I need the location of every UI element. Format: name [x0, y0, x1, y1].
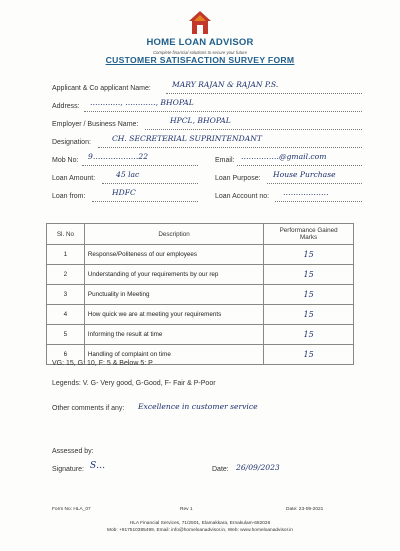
row-marks: 15 [264, 265, 354, 285]
loan-account-line [275, 201, 362, 202]
brand-tagline: Complete financial solutions to secure your future [152, 50, 248, 55]
loan-purpose-field [215, 170, 362, 186]
loan-purpose-value: House Purchase [273, 170, 336, 179]
email-label: Email: [215, 157, 235, 164]
row-no: 1 [47, 245, 85, 265]
row-no: 2 [47, 265, 85, 285]
grading-scale: VG: 15, G: 10, F: 5 & Below 5: P [52, 360, 153, 367]
comments-value: Excellence in customer service [138, 402, 258, 411]
brand-name: HOME LOAN ADVISOR [146, 37, 254, 48]
loan-from-field [52, 188, 202, 204]
loan-amount-label: Loan Amount: [52, 175, 96, 182]
row-marks: 15 [264, 245, 354, 265]
employer-field [52, 116, 362, 132]
header-performance-gained: Performance Gained [279, 226, 338, 234]
address-label: Address: [52, 103, 80, 110]
row-no: 3 [47, 285, 85, 305]
form-number: Form No: HLA_07 [52, 507, 91, 512]
email-value: ……………@gmail.com [241, 152, 327, 161]
company-logo [140, 10, 260, 60]
row-description: Handling of complaint on time [84, 345, 263, 365]
loan-from-label: Loan from: [52, 193, 86, 200]
row-marks: 15 [264, 345, 354, 365]
signature-value: S… [90, 461, 106, 471]
designation-value: CH. SECRETERIAL SUPRINTENDANT [112, 134, 262, 143]
assessed-by-label: Assessed by: [52, 448, 94, 455]
employer-line [145, 129, 362, 130]
applicant-label: Applicant & Co applicant Name: [52, 85, 151, 92]
legends: Legends: V. G- Very good, G-Good, F- Fair & P-Poor [52, 380, 216, 387]
row-marks: 15 [264, 305, 354, 325]
employer-label: Employer / Business Name: [52, 121, 139, 128]
row-description: Understanding of your requirements by our rep [84, 265, 263, 285]
table-row [47, 265, 354, 285]
table-row [47, 305, 354, 325]
row-no: 6 [47, 345, 85, 365]
email-line [237, 165, 362, 166]
header-sl-no: Sl. No [47, 224, 85, 245]
row-description: Punctuality in Meeting [84, 285, 263, 305]
row-marks: 15 [264, 325, 354, 345]
header-marks: Marks [300, 234, 318, 241]
loan-from-value: HDFC [112, 188, 136, 197]
table-row [47, 325, 354, 345]
loan-amount-field [52, 170, 202, 186]
header-description: Description [84, 224, 263, 245]
signature-label: Signature: [52, 466, 84, 473]
row-description: Informing the result at time [84, 325, 263, 345]
designation-line [98, 147, 362, 148]
row-description: How quick we are at meeting your requirements [84, 305, 263, 325]
loan-from-line [92, 201, 198, 202]
loan-purpose-label: Loan Purpose: [215, 175, 261, 182]
designation-field [52, 134, 362, 150]
form-title: CUSTOMER SATISFACTION SURVEY FORM [105, 55, 295, 65]
mob-value: 9………………22 [88, 152, 149, 161]
loan-amount-value: 45 lac [116, 170, 140, 179]
loan-account-label: Loan Account no: [215, 193, 270, 200]
mob-line [82, 165, 198, 166]
row-no: 4 [47, 305, 85, 325]
designation-label: Designation: [52, 139, 91, 146]
row-marks: 15 [264, 285, 354, 305]
loan-account-field [215, 188, 362, 204]
footer-contact: Mob: +917510385499, Email: info@homeloanadvisor.in, Web: www.homeloanadvisor.in [107, 528, 293, 533]
mob-label: Mob No: [52, 157, 79, 164]
row-description: Response/Politeness of our employees [84, 245, 263, 265]
address-value: …………, …………, BHOPAL [90, 98, 194, 107]
employer-value: HPCL, BHOPAL [170, 116, 231, 125]
footer-address: HLA Financial Services, 71/2501, Elamakkara, Ernakulam-682026 [129, 521, 271, 526]
form-revision: Rev 1 [180, 507, 193, 512]
applicant-line [166, 93, 362, 94]
date-label: Date: [212, 466, 229, 473]
email-field [215, 152, 362, 168]
header-performance [264, 224, 354, 245]
applicant-field [52, 80, 362, 96]
loan-purpose-line [267, 183, 362, 184]
loan-account-value: ……………… [283, 188, 329, 197]
performance-table [46, 223, 354, 365]
comments-label: Other comments if any: [52, 405, 125, 412]
table-row [47, 245, 354, 265]
mob-field [52, 152, 202, 168]
address-line [84, 111, 362, 112]
table-row [47, 285, 354, 305]
address-field [52, 98, 362, 114]
loan-amount-line [102, 183, 198, 184]
house-logo-icon [188, 10, 212, 36]
row-no: 5 [47, 325, 85, 345]
applicant-value: MARY RAJAN & RAJAN P.S. [172, 80, 279, 89]
date-value: 26/09/2023 [236, 463, 280, 472]
form-date: Date: 23-09-2021 [286, 507, 324, 512]
table-header-row [47, 224, 354, 245]
